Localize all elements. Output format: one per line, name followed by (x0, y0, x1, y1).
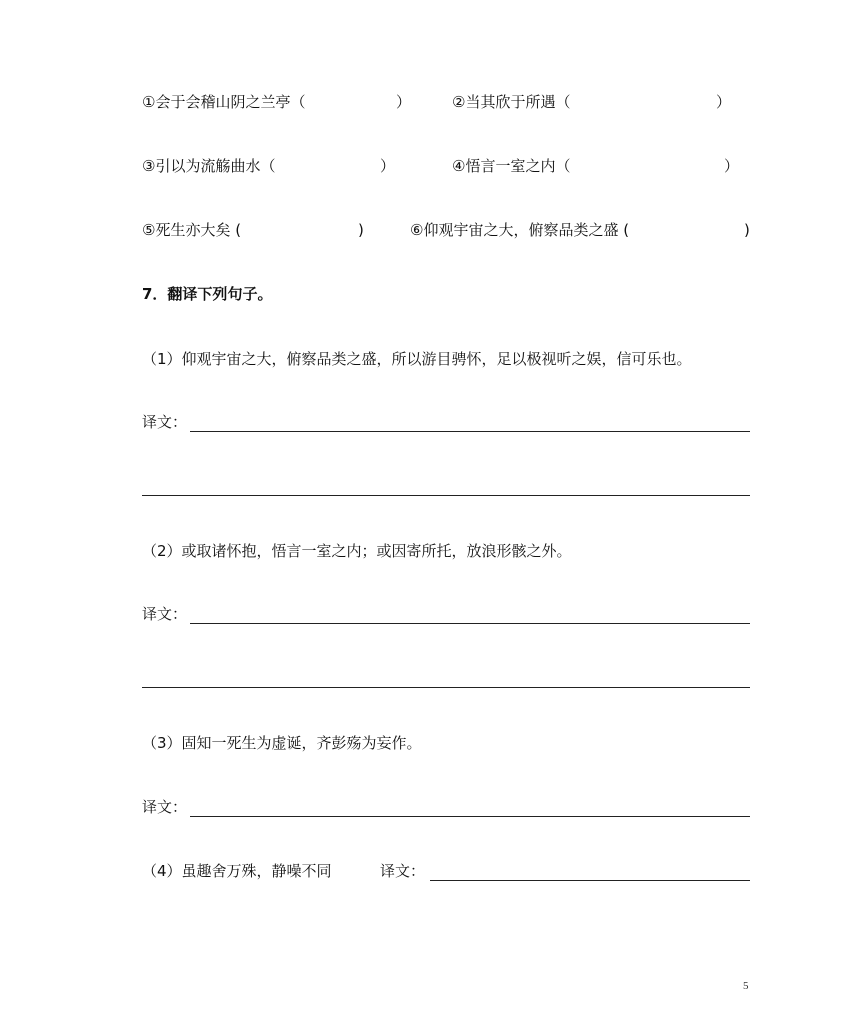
page-number: 5 (743, 980, 749, 992)
translation-label-3: 译文： (142, 798, 188, 816)
word-item-1: ①会于会稽山阴之兰亭（ (142, 93, 306, 111)
answer-line-1b[interactable] (142, 495, 750, 496)
translation-label-2: 译文： (142, 605, 188, 623)
word-item-6-close: ) (744, 221, 750, 239)
translation-label-1: 译文： (142, 413, 188, 431)
word-item-3-close: ） (380, 157, 396, 175)
word-item-2-close: ） (716, 93, 732, 111)
word-item-3: ③引以为流觞曲水（ (142, 157, 276, 175)
word-item-5: ⑤死生亦大矣 ( (142, 221, 242, 239)
sentence-2: （2）或取诸怀抱，悟言一室之内；或因寄所托，放浪形骸之外。 (142, 542, 572, 560)
word-item-1-close: ） (396, 93, 412, 111)
answer-line-2a[interactable] (190, 623, 750, 624)
word-item-6: ⑥仰观宇宙之大，俯察品类之盛 ( (410, 221, 630, 239)
translation-label-4: 译文： (380, 862, 426, 880)
word-item-4: ④悟言一室之内（ (452, 157, 571, 175)
section-7-heading: 7．翻译下列句子。 (142, 285, 273, 303)
word-item-4-close: ） (724, 157, 740, 175)
answer-line-1a[interactable] (190, 431, 750, 432)
word-item-2: ②当其欣于所遇（ (452, 93, 571, 111)
answer-line-4[interactable] (430, 880, 750, 881)
answer-line-3[interactable] (190, 816, 750, 817)
sentence-4: （4）虽趣舍万殊，静噪不同 (142, 862, 332, 880)
sentence-3: （3）固知一死生为虚诞，齐彭殇为妄作。 (142, 734, 422, 752)
sentence-1: （1）仰观宇宙之大，俯察品类之盛，所以游目骋怀，足以极视听之娱，信可乐也。 (142, 350, 692, 368)
word-item-5-close: ) (358, 221, 364, 239)
answer-line-2b[interactable] (142, 687, 750, 688)
